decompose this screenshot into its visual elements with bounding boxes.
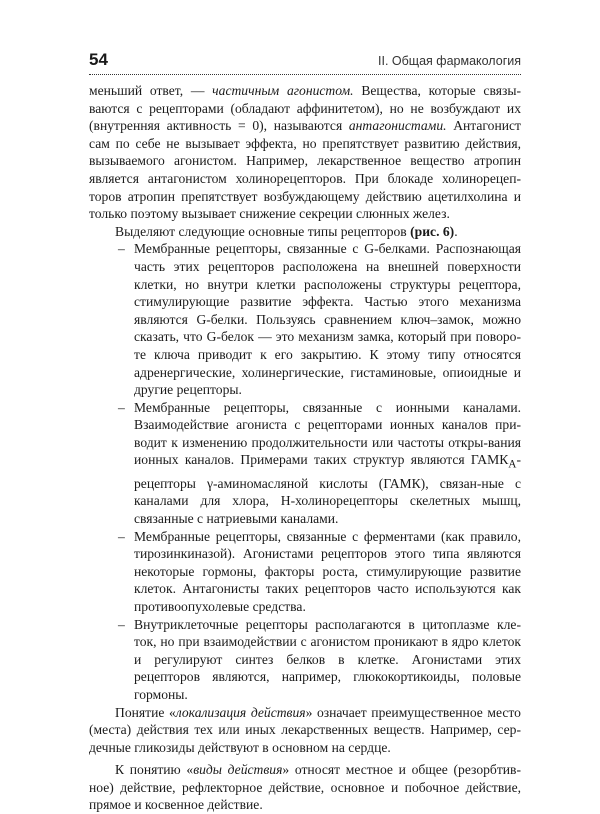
list-item-text: Мембранные рецепторы, связанные с ферментами (как правило, тирозинкиназой). Агонистами рецепторов этого типа являются некоторые гормоны, факторы роста, стимулирующие развитие клеток. Антагонисты таких рецепторов часто используются как противоопухолевые средства. xyxy=(134,528,521,614)
list-dash: – xyxy=(118,241,125,257)
text-run: » относят местное и общее (резорбтив-ное) действие, рефлекторное действие, основное и побочное действие, прямое и косвенное действие. xyxy=(89,762,521,813)
list-item xyxy=(89,240,521,398)
page-body xyxy=(89,82,521,814)
term-action-types: виды действия xyxy=(193,762,283,778)
figure-reference: (рис. 6) xyxy=(410,223,455,239)
paragraph-action-types xyxy=(89,761,521,814)
term-partial-agonist: частичным агонистом. xyxy=(212,83,354,98)
page-header xyxy=(89,50,521,75)
list-dash: – xyxy=(118,528,125,544)
list-item-text: Внутриклеточные рецепторы располагаются в цитоплазме кле-ток, но при взаимодействии с агонистом проникают в ядро клеток и регулируют синтез белков в клетке. Агонистами этих рецепторов являются, например, глюкокортикоиды, половые гормоны. xyxy=(134,616,521,702)
list-item-text: Мембранные рецепторы, связанные с ионными каналами. Взаимодействие агониста с рецепторами ионных каналов при-водит к изменению продолжительности или частоты откры-вания ионных каналов. Примерами таких структур являются ГАМК xyxy=(134,399,521,468)
paragraph-agonist-antagonist xyxy=(89,82,521,223)
text-run: Антагонист сам по себе не вызывает эффекта, но препятствует развитию действия, вызываемого агонистом. Например, лекарственное вещество атропин является антагонистом холинорецепторов. При блокаде холинорецеп-торов атропин препятствует возбуждающему действию ацетилхолина и только поэтому вызывает снижение секреции слюнных желез. xyxy=(89,118,521,222)
list-item-text: -рецепторы γ-аминомасляной кислоты (ГАМК), связан-ные с каналами для хлора, Н-холинорецепторы скелетных мышц, связанные с натриевыми каналами. xyxy=(134,452,521,526)
list-dash: – xyxy=(118,616,125,632)
term-antagonists: антагонистами. xyxy=(348,118,447,134)
paragraph-localization xyxy=(89,704,521,757)
list-dash: – xyxy=(118,399,125,415)
list-item xyxy=(89,616,521,704)
text-run: » означает преимущественное место (места) действия тех или иных лекарственных веществ. Например, сер-дечные гликозиды действуют в основном на сердце. xyxy=(89,704,521,755)
text-run: К понятию « xyxy=(115,762,194,778)
text-run: меньший ответ, — xyxy=(89,83,213,98)
subscript: А xyxy=(508,459,517,472)
receptor-types-list xyxy=(89,240,521,703)
text-run: Вещества, которые связы-ваются с рецепторами (обладают аффинитетом), но не возбуждают их (внутренняя активность = 0), называются xyxy=(89,83,521,134)
term-localization: локализация действия xyxy=(175,704,306,720)
list-item-text: Мембранные рецепторы, связанные с G-белками. Распознающая часть этих рецепторов расположена на внешней поверхности клетки, но внутри клетки расположены структуры рецептора, стимулирующие развитие эффекта. Частью этого механизма являются G-белки. Пользуясь сравнением ключ–замок, можно сказать, что G-белок — это механизм замка, который при поворо-те ключа приводит к его закрытию. К этому типу относятся адренергические, холинергические, гистаминовые, опиоидные и другие рецепторы. xyxy=(134,241,521,398)
page-number: 54 xyxy=(89,50,108,69)
paragraph-receptor-types-intro xyxy=(89,223,521,241)
text-run: . xyxy=(454,223,458,239)
text-run: Выделяют следующие основные типы рецепторов xyxy=(115,223,411,239)
list-item xyxy=(89,528,521,616)
text-run: Понятие « xyxy=(115,704,176,720)
list-item xyxy=(89,399,521,528)
section-title: II. Общая фармакология xyxy=(378,54,521,68)
